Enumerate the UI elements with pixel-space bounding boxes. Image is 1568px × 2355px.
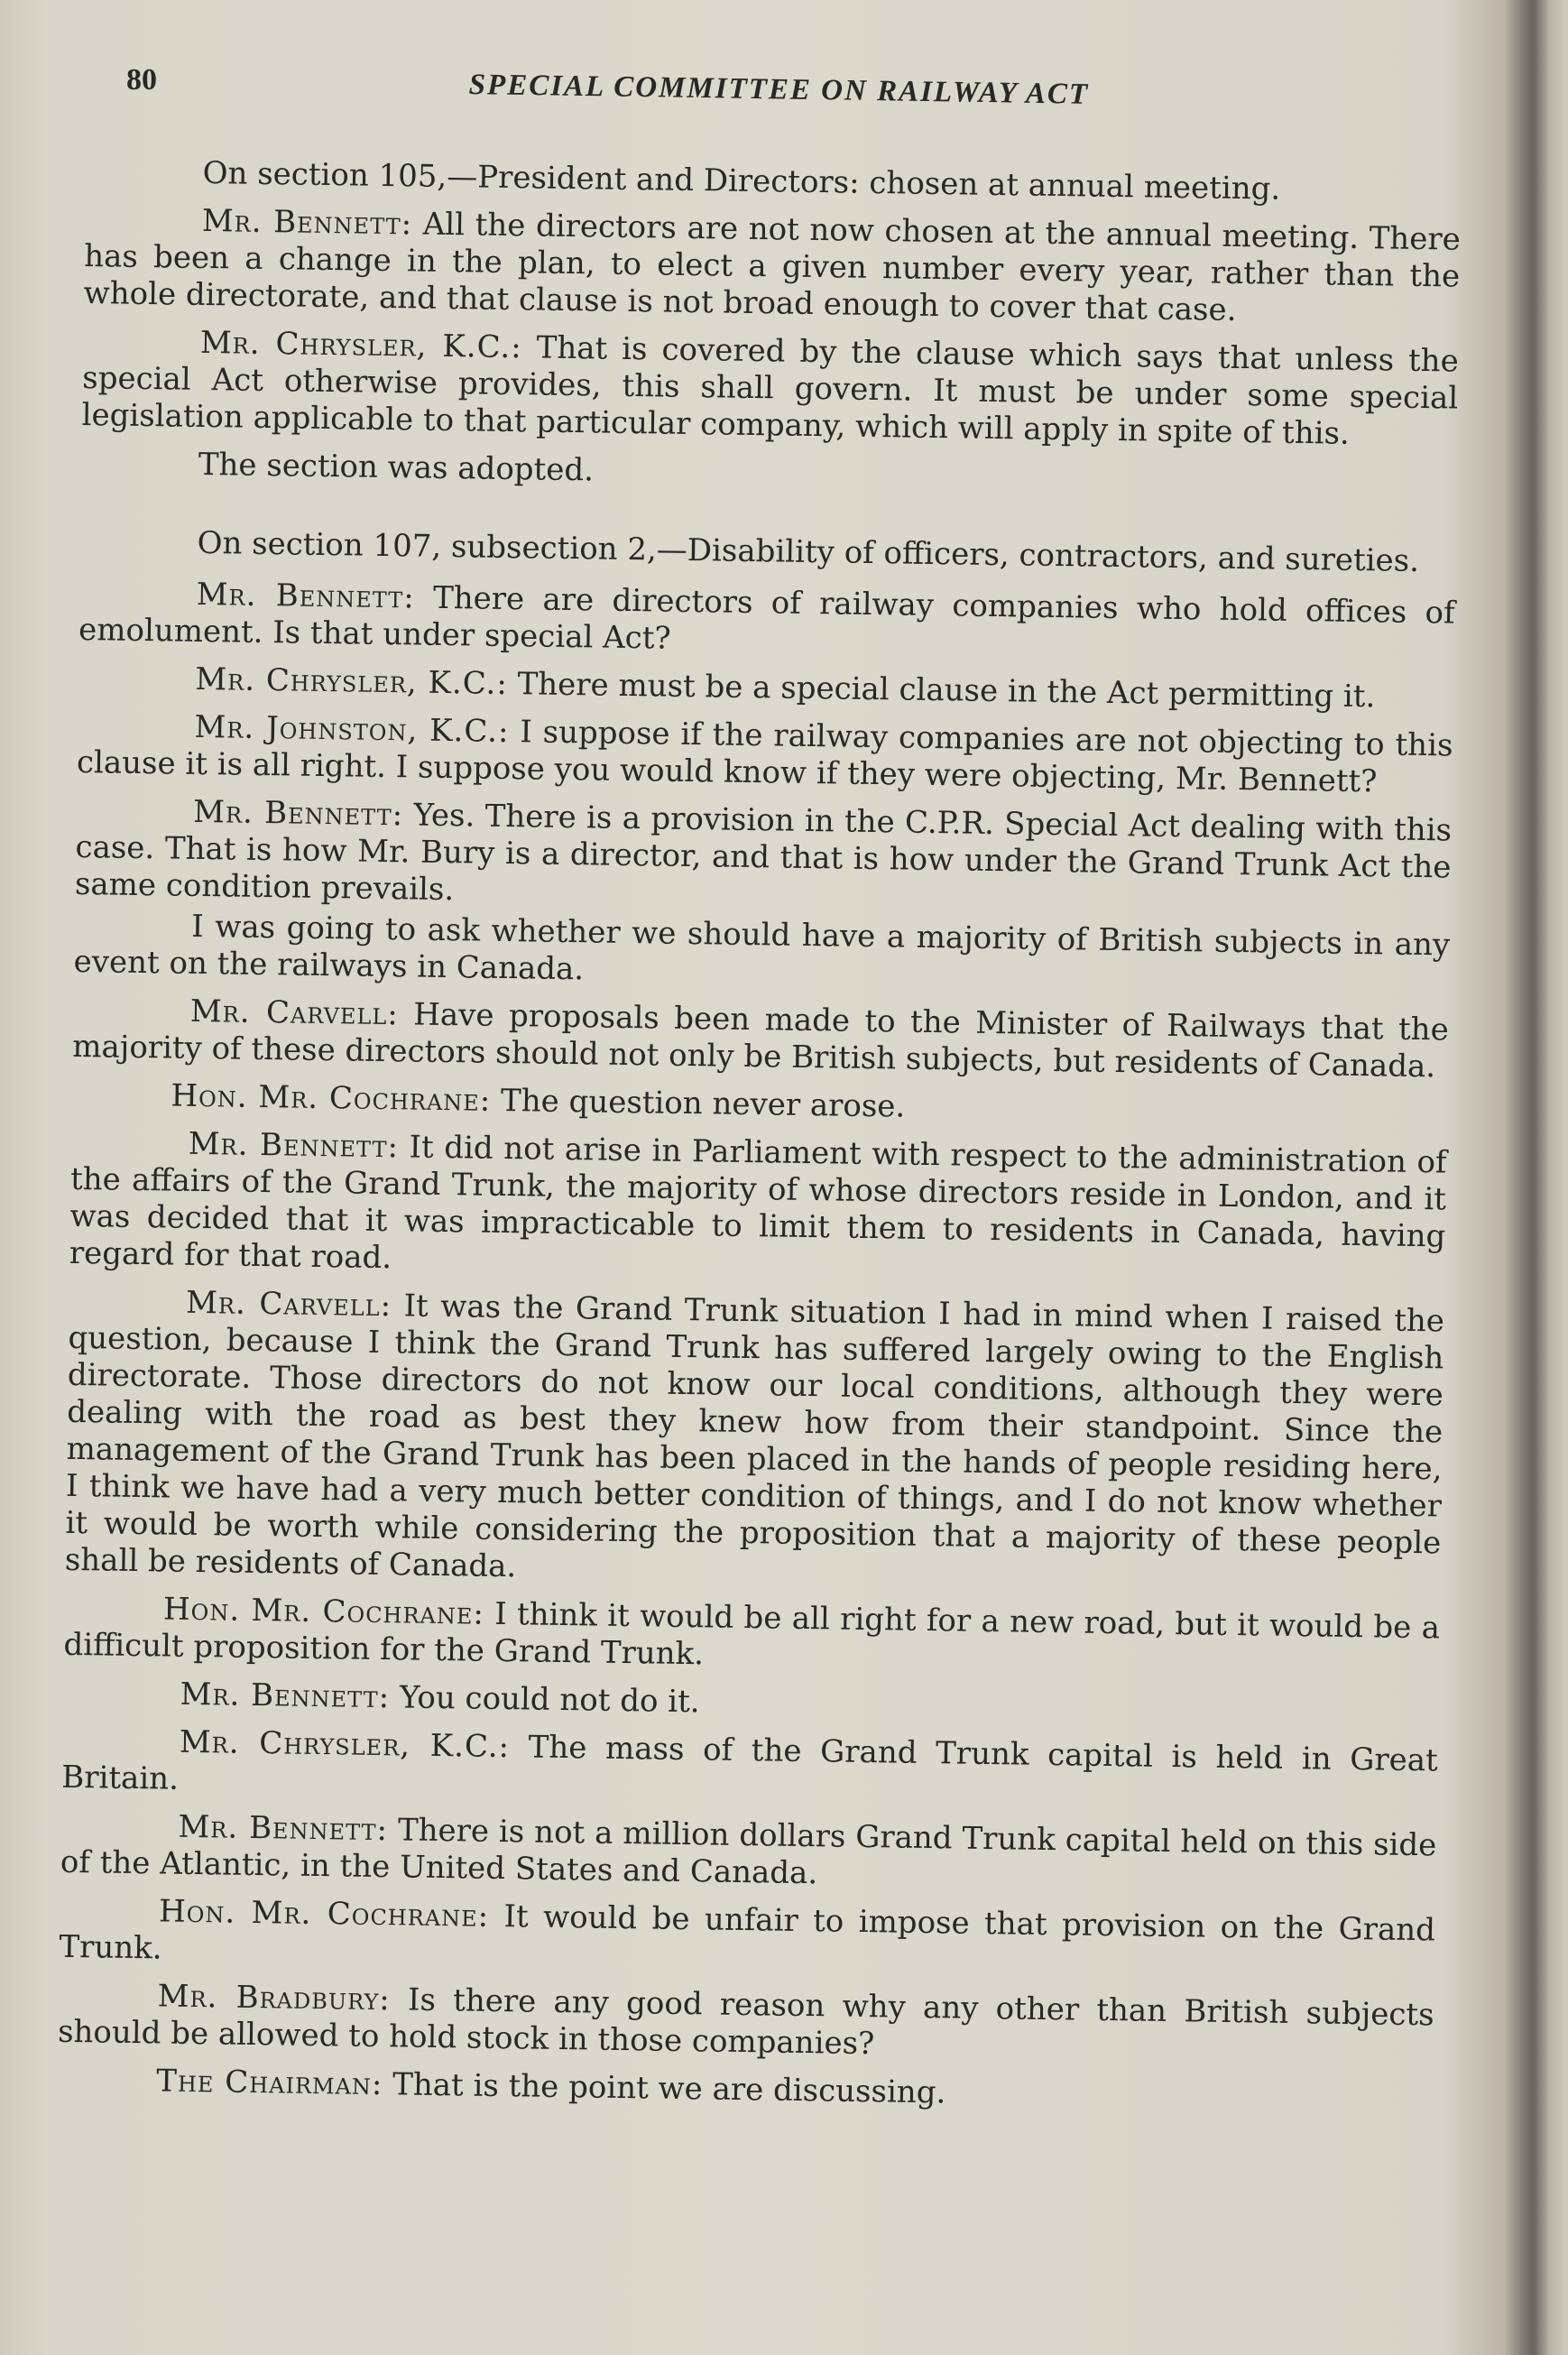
page-number: 80 [126,63,157,97]
paragraph-bennett-1: Mr. Bennett: All the directors are not now chosen at the annual meeting. There has been a change in the plan, to elect a given number every year, rather than the whole directorate, and that clause is not broad enough to cover that case. [83,202,1462,328]
paragraph-cochrane-2: Hon. Mr. Cochrane: I think it would be all right for a new road, but it would be a difficult proposition for the Grand Trunk. [63,1591,1441,1673]
paragraph-bennett-6: Mr. Bennett: There is not a million dollars Grand Trunk capital held on this side of the Atlantic, in the United States and Canada. [60,1808,1437,1892]
paragraph-carvell-1: Mr. Carvell: Have proposals been made to the Minister of Railways that the majority of these directors should not only be British subjects, but residents of Canada. [72,993,1450,1085]
page-header [126,56,1164,110]
paragraph-cochrane-3: Hon. Mr. Cochrane: It would be unfair to impose that provision on the Grand Trunk. [59,1893,1436,1967]
speaker-name: Hon. Mr. Cochrane: [158,1893,490,1935]
paragraph-carvell-2: Mr. Carvell: It was the Grand Trunk situation I had in mind when I raised the question, because I think the Grand Trunk has suffered largely owing to the English directorate. Those directors do not know our local conditions, although they were dealing with the road as best they knew how from their standpoint. Since the management of the Grand Trunk has been placed in the hands of people residing here, I think we have had a very much better condition of things, and I do not know whether it would be worth while considering the proposition that a majority of these people shall be residents of Canada. [64,1284,1445,1585]
book-spine-shadow [1505,0,1568,2355]
paragraph-chrysler-3: Mr. Chrysler, K.C.: The mass of the Grand Trunk capital is held in Great Britain. [61,1723,1439,1797]
speaker-name: The Chairman: [156,2063,383,2103]
paragraph-chrysler-2: Mr. Chrysler, K.C.: There must be a special clause in the Act permitting it. [195,660,1376,716]
speaker-name: Mr. Bennett: [196,576,416,616]
paragraph-bennett-2: Mr. Bennett: There are directors of railway companies who hold offices of emolument. Is that under special Act? [78,576,1455,657]
speaker-name: Hon. Mr. Cochrane: [171,1077,492,1119]
speaker-name: Mr. Bennett: [192,793,404,834]
paragraph-bennett-3: Mr. Bennett: Yes. There is a provision in the C.P.R. Special Act dealing with this case. That is how Mr. Bury is a director, and that is how under the Grand Trunk Act the same condition prevails. [74,793,1453,909]
speaker-name: Mr. Bennett: [188,1125,400,1166]
running-head: SPECIAL COMMITTEE ON RAILWAY ACT [468,69,1090,111]
speaker-name: Mr. Chrysler, K.C.: [199,324,523,366]
speaker-name: Mr. Carvell: [189,993,400,1033]
speaker-name: Mr. Bennett: [201,202,413,243]
paragraph-bennett-4: Mr. Bennett: It did not arise in Parliament with respect to the administration of the affairs of the Grand Trunk, the majority of whose directors reside in London, and it was decided that it was impracticable to limit them to residents in Canada, having regard for that road. [69,1125,1447,1277]
paragraph-section-107: On section 107, subsection 2,—Disability of officers, contractors, and sureties. [197,524,1420,579]
speaker-name: Mr. Chrysler, K.C.: [179,1723,511,1766]
paragraph-cochrane-1: Hon. Mr. Cochrane: The question never arose. [171,1077,906,1125]
speaker-name: Mr. Johnston, K.C.: [194,708,510,751]
paragraph-chrysler-1: Mr. Chrysler, K.C.: That is covered by the clause which says that unless the special Act otherwise provides, this shall govern. It must be under some special legislation applicable to that particular company, which will apply in spite of this. [81,324,1460,452]
paragraph-section-adopted: The section was adopted. [198,446,595,489]
speaker-name: Hon. Mr. Cochrane: [162,1591,485,1632]
speaker-name: Mr. Bennett: [180,1676,391,1716]
paragraph-bradbury-1: Mr. Bradbury: Is there any good reason why any other than British subjects should be allowed to hold stock in those companies? [57,1978,1434,2063]
speaker-name: Mr. Carvell: [185,1284,392,1325]
speaker-name: Mr. Bennett: [178,1808,389,1849]
body-text [57,153,1462,2129]
paragraph-section-105: On section 105,—President and Directors: chosen at annual meeting. [202,154,1281,208]
paragraph-johnston-1: Mr. Johnston, K.C.: I suppose if the railway companies are not objecting to this clause it is all right. I suppose you would know if they were objecting, Mr. Bennett? [76,708,1453,800]
speaker-name: Mr. Chrysler, K.C.: [195,660,509,703]
paragraph-bennett-3-continued: I was going to ask whether we should have a majority of British subjects in any event on the railways in Canada. [73,908,1451,988]
speaker-name: Mr. Bradbury: [157,1978,392,2018]
paragraph-bennett-5: Mr. Bennett: You could not do it. [180,1676,700,1721]
paragraph-chairman-1: The Chairman: That is the point we are discussing. [156,2063,946,2111]
